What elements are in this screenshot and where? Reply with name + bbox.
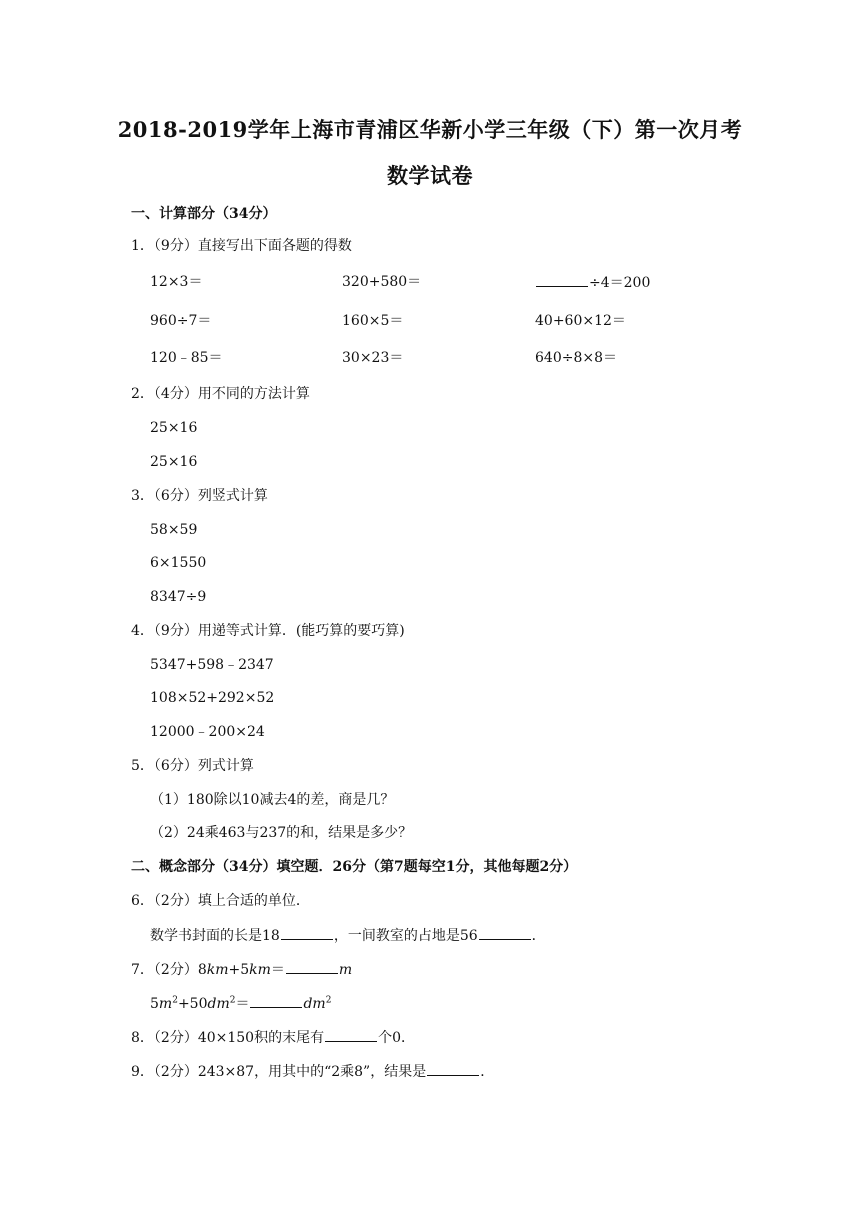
q1-item: 960÷7＝ <box>150 313 212 329</box>
question-1-stem: 1．（9分）直接写出下面各题的得数 <box>131 238 352 254</box>
answer-blank[interactable] <box>536 272 588 287</box>
q2-item: 25×16 <box>150 454 198 470</box>
q2-item: 25×16 <box>150 420 198 436</box>
q1-item: 12×3＝ <box>150 274 203 290</box>
q1-item: 40+60×12＝ <box>535 313 626 329</box>
exam-title-line1: 2018-2019学年上海市青浦区华新小学三年级（下）第一次月考 <box>117 117 743 142</box>
question-7-line2: $5m^2+50dm^2= dm^2$ <box>150 993 331 1014</box>
question-8: 8．（2分）40×150积的末尾有 个0． <box>131 1027 415 1048</box>
question-3-stem: 3．（6分）列竖式计算 <box>131 488 268 504</box>
answer-blank[interactable] <box>250 993 302 1008</box>
answer-blank[interactable] <box>427 1061 479 1076</box>
q1-item: ÷4＝200 <box>589 275 651 291</box>
q4-item: 5347+598﹣2347 <box>150 657 274 673</box>
q5-item: （1）180除以10减去4的差，商是几？ <box>150 792 395 808</box>
answer-blank[interactable] <box>325 1027 377 1042</box>
q1-item: 320+580＝ <box>342 274 422 290</box>
question-4-stem: 4．（9分）用递等式计算．(能巧算的要巧算) <box>131 623 405 639</box>
q4-item: 108×52+292×52 <box>150 690 275 706</box>
section-heading-concepts: 二、概念部分（34分）填空题．26分（第7题每空1分，其他每题2分） <box>131 859 578 875</box>
q1-item: 120﹣85＝ <box>150 350 223 366</box>
q4-item: 12000﹣200×24 <box>150 724 265 740</box>
q1-item-with-blank <box>535 272 650 293</box>
question-6-body: 数学书封面的长是18 ，一间教室的占地是56 ． <box>150 925 546 946</box>
q1-item: 160×5＝ <box>342 313 404 329</box>
answer-blank[interactable] <box>479 925 531 940</box>
question-2-stem: 2．（4分）用不同的方法计算 <box>131 386 310 402</box>
section-heading-calculation: 一、计算部分（34分） <box>131 206 277 222</box>
q1-item: 640÷8×8＝ <box>535 350 617 366</box>
q5-item: （2）24乘463与237的和，结果是多少？ <box>150 825 413 841</box>
q3-item: 6×1550 <box>150 555 207 571</box>
answer-blank[interactable] <box>286 959 338 974</box>
exam-title-line2: 数学试卷 <box>387 163 473 188</box>
q3-item: 8347÷9 <box>150 589 207 605</box>
question-7-line1: 7．（2分）8km+5km＝ m <box>131 959 352 980</box>
question-5-stem: 5．（6分）列式计算 <box>131 758 254 774</box>
q1-item: 30×23＝ <box>342 350 404 366</box>
q3-item: 58×59 <box>150 522 198 538</box>
question-9: 9．（2分）243×87，用其中的“2乘8”，结果是 ． <box>131 1061 494 1082</box>
answer-blank[interactable] <box>281 925 333 940</box>
question-6-stem: 6．（2分）填上合适的单位． <box>131 893 310 909</box>
